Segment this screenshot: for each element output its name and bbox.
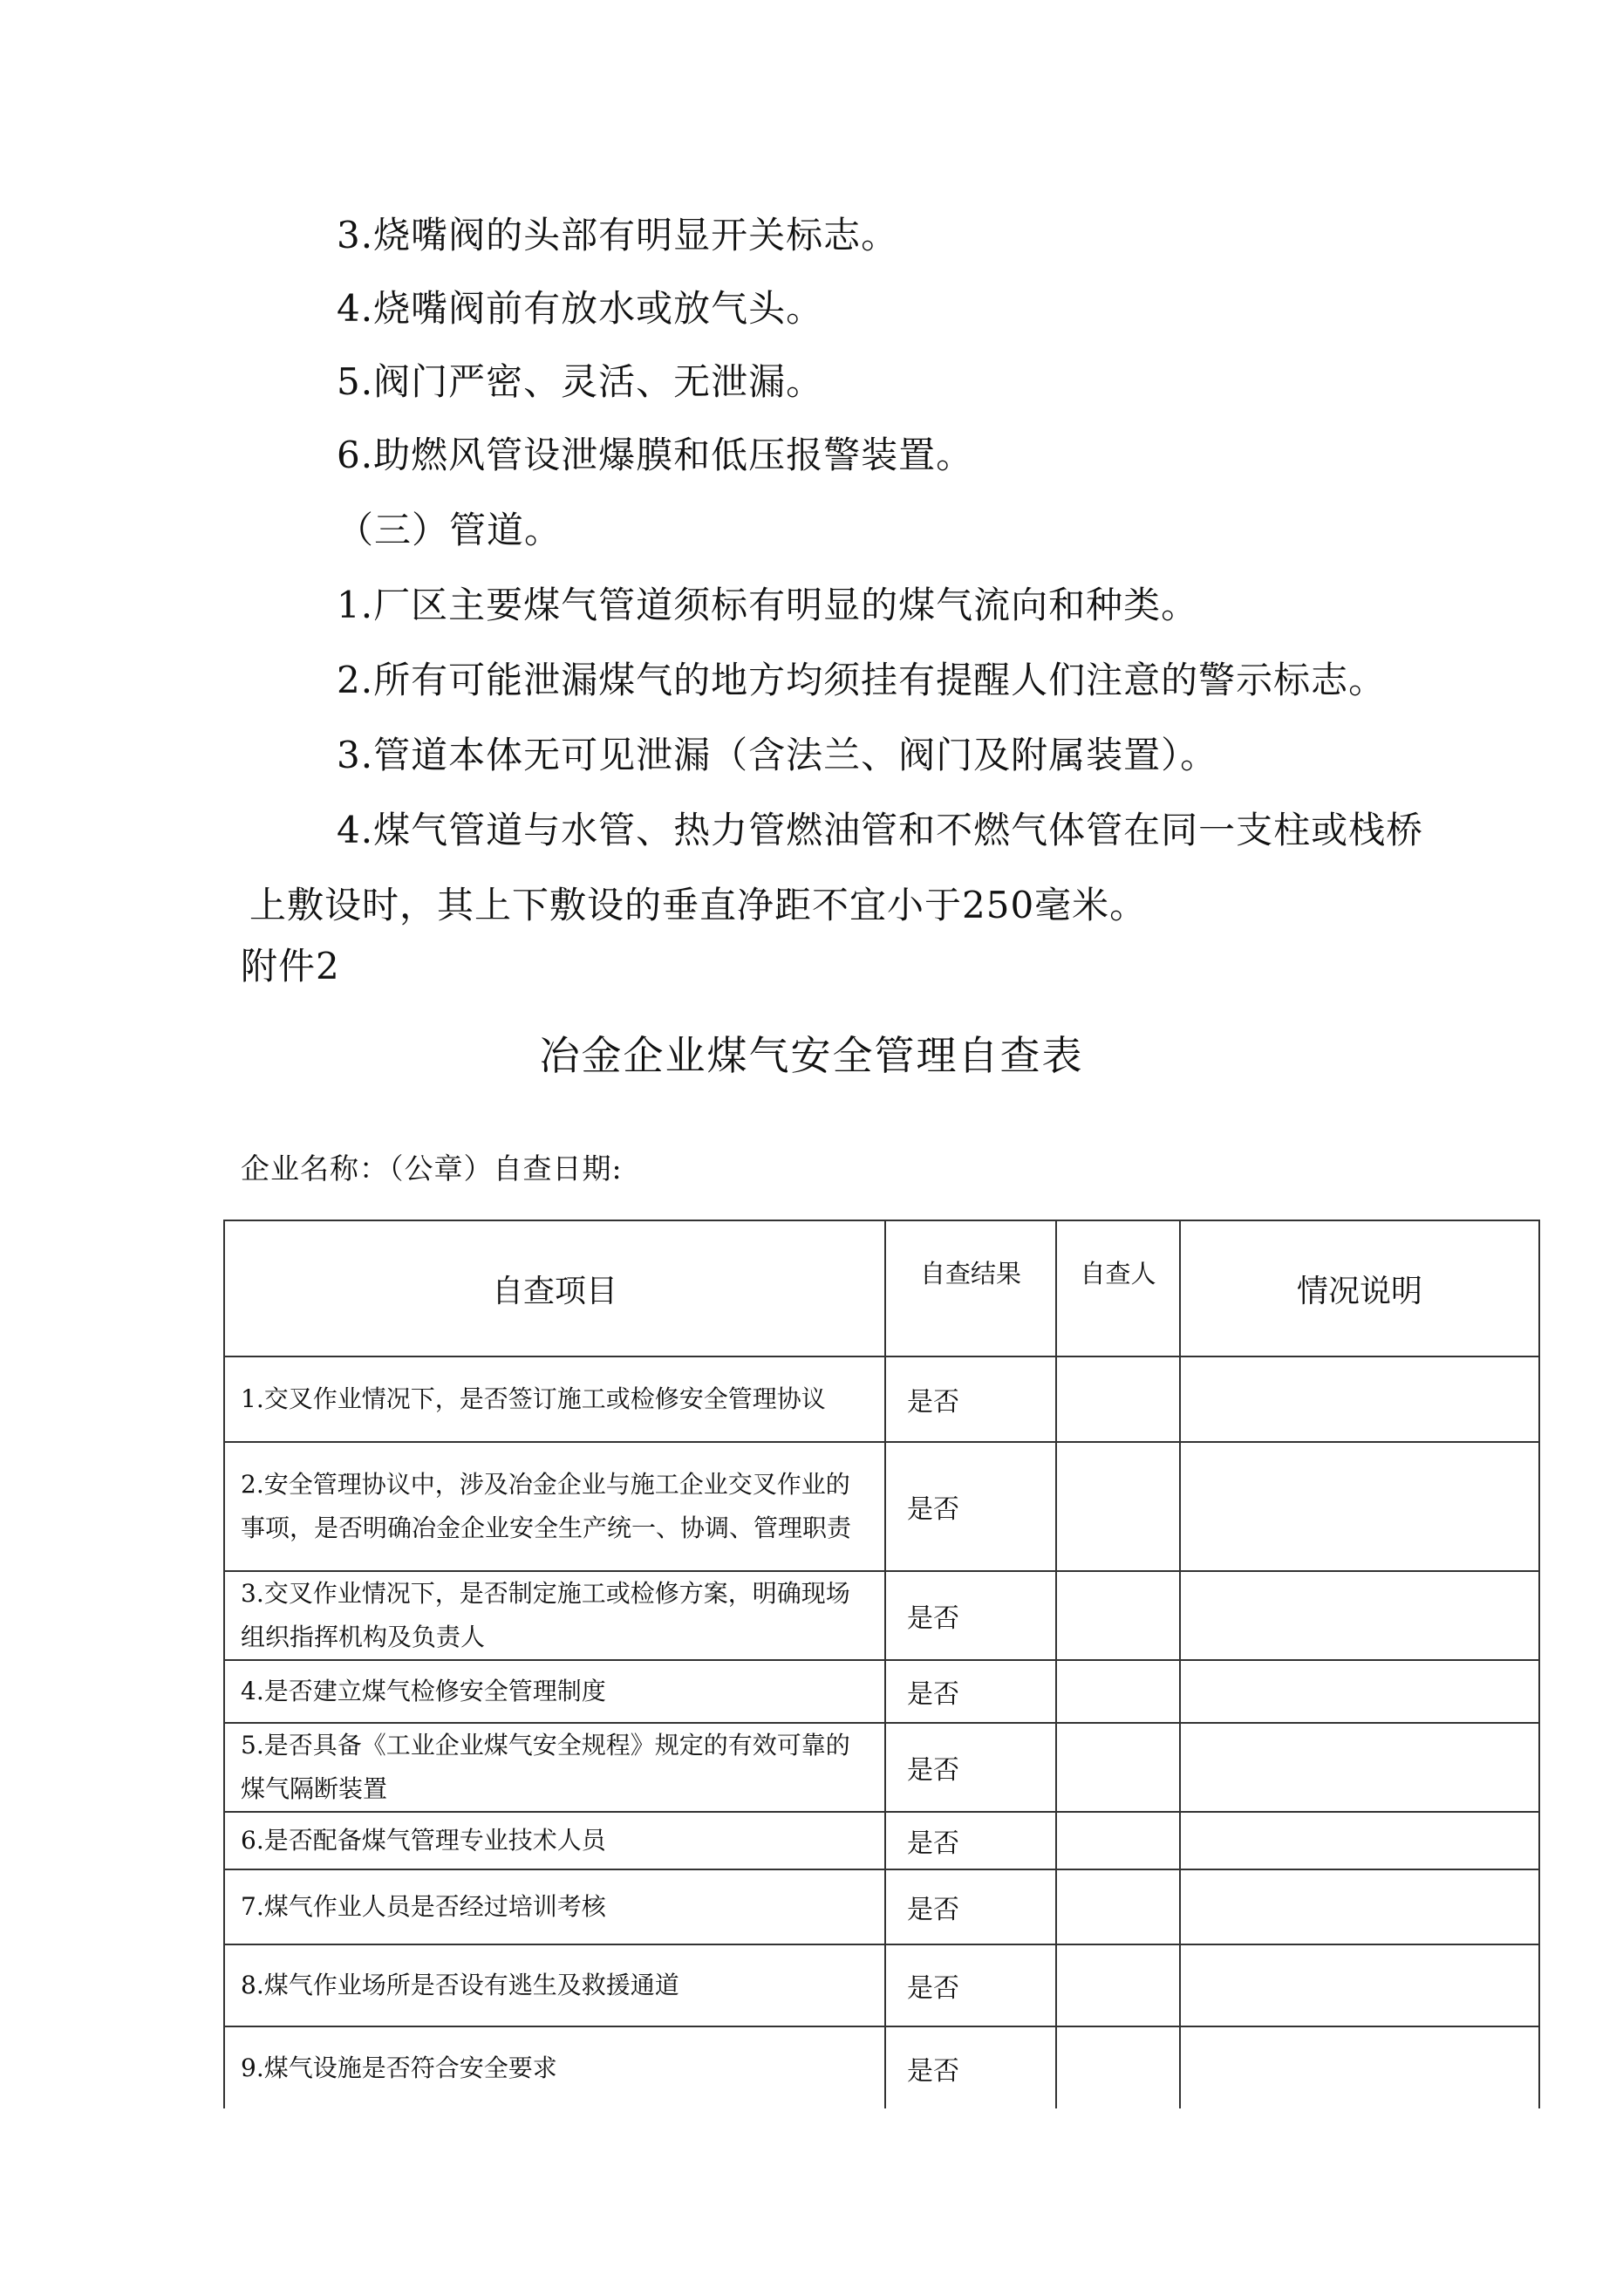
paragraph-continuation: 上敷设时，其上下敷设的垂直净距不宜小于250毫米。 bbox=[249, 884, 1148, 926]
table-row bbox=[224, 1660, 1539, 1723]
paragraph: 3.管道本体无可见泄漏（含法兰、阀门及附属装置）。 bbox=[337, 734, 1218, 776]
result-cell[interactable]: 是否 bbox=[885, 1723, 1056, 1812]
inspector-cell[interactable] bbox=[1056, 1571, 1180, 1660]
table-row bbox=[224, 1812, 1539, 1869]
header-note: 情况说明 bbox=[1180, 1220, 1539, 1356]
item-cell: 4.是否建立煤气检修安全管理制度 bbox=[224, 1660, 885, 1723]
result-cell[interactable]: 是否 bbox=[885, 1442, 1056, 1571]
note-cell[interactable] bbox=[1180, 1812, 1539, 1869]
table-row bbox=[224, 1869, 1539, 1944]
paragraph: 3.烧嘴阀的头部有明显开关标志。 bbox=[337, 214, 899, 256]
inspector-cell[interactable] bbox=[1056, 1812, 1180, 1869]
note-cell[interactable] bbox=[1180, 1442, 1539, 1571]
header-item: 自查项目 bbox=[224, 1220, 885, 1356]
paragraph: 4.烧嘴阀前有放水或放气头。 bbox=[337, 287, 824, 330]
inspector-cell[interactable] bbox=[1056, 1869, 1180, 1944]
paragraph: 2.所有可能泄漏煤气的地方均须挂有提醒人们注意的警示标志。 bbox=[337, 659, 1387, 701]
note-cell[interactable] bbox=[1180, 1723, 1539, 1812]
item-cell: 9.煤气设施是否符合安全要求 bbox=[224, 2026, 885, 2108]
header-inspector: 自查人 bbox=[1056, 1220, 1180, 1356]
attachment-label: 附件2 bbox=[241, 945, 340, 987]
result-cell[interactable]: 是否 bbox=[885, 1356, 1056, 1442]
table-row bbox=[224, 1723, 1539, 1812]
result-cell[interactable]: 是否 bbox=[885, 1944, 1056, 2026]
paragraph: 4.煤气管道与水管、热力管燃油管和不燃气体管在同一支柱或栈桥 bbox=[337, 809, 1424, 851]
result-cell[interactable]: 是否 bbox=[885, 1869, 1056, 1944]
table-row bbox=[224, 1571, 1539, 1660]
table-row bbox=[224, 2026, 1539, 2108]
item-cell: 1.交叉作业情况下，是否签订施工或检修安全管理协议 bbox=[224, 1356, 885, 1442]
inspector-cell[interactable] bbox=[1056, 1356, 1180, 1442]
result-cell[interactable]: 是否 bbox=[885, 2026, 1056, 2108]
form-meta: 企业名称：（公章）自查日期: bbox=[241, 1151, 623, 1186]
section-heading: （三）管道。 bbox=[337, 509, 563, 551]
item-cell: 6.是否配备煤气管理专业技术人员 bbox=[224, 1812, 885, 1869]
note-cell[interactable] bbox=[1180, 1660, 1539, 1723]
result-cell[interactable]: 是否 bbox=[885, 1571, 1056, 1660]
inspector-cell[interactable] bbox=[1056, 1442, 1180, 1571]
note-cell[interactable] bbox=[1180, 1571, 1539, 1660]
result-cell[interactable]: 是否 bbox=[885, 1812, 1056, 1869]
header-result: 自查结果 bbox=[885, 1220, 1056, 1356]
note-cell[interactable] bbox=[1180, 1869, 1539, 1944]
inspector-cell[interactable] bbox=[1056, 1944, 1180, 2026]
item-cell: 8.煤气作业场所是否设有逃生及救援通道 bbox=[224, 1944, 885, 2026]
item-cell: 2.安全管理协议中，涉及冶金企业与施工企业交叉作业的事项，是否明确冶金企业安全生产统一、协调、管理职责 bbox=[224, 1442, 885, 1571]
table-row bbox=[224, 1944, 1539, 2026]
self-check-table bbox=[223, 1220, 1540, 2108]
item-cell: 7.煤气作业人员是否经过培训考核 bbox=[224, 1869, 885, 1944]
item-cell: 3.交叉作业情况下，是否制定施工或检修方案，明确现场组织指挥机构及负责人 bbox=[224, 1571, 885, 1660]
inspector-cell[interactable] bbox=[1056, 2026, 1180, 2108]
paragraph: 1.厂区主要煤气管道须标有明显的煤气流向和种类。 bbox=[337, 584, 1199, 626]
note-cell[interactable] bbox=[1180, 2026, 1539, 2108]
inspector-cell[interactable] bbox=[1056, 1723, 1180, 1812]
table-header-row bbox=[224, 1220, 1539, 1356]
inspector-cell[interactable] bbox=[1056, 1660, 1180, 1723]
item-cell: 5.是否具备《工业企业煤气安全规程》规定的有效可靠的煤气隔断装置 bbox=[224, 1723, 885, 1812]
table-row bbox=[224, 1442, 1539, 1571]
paragraph: 6.助燃风管设泄爆膜和低压报警装置。 bbox=[337, 434, 974, 476]
result-cell[interactable]: 是否 bbox=[885, 1660, 1056, 1723]
form-title: 冶金企业煤气安全管理自查表 bbox=[539, 1032, 1084, 1079]
note-cell[interactable] bbox=[1180, 1356, 1539, 1442]
paragraph: 5.阀门严密、灵活、无泄漏。 bbox=[337, 360, 824, 403]
note-cell[interactable] bbox=[1180, 1944, 1539, 2026]
table-row bbox=[224, 1356, 1539, 1442]
